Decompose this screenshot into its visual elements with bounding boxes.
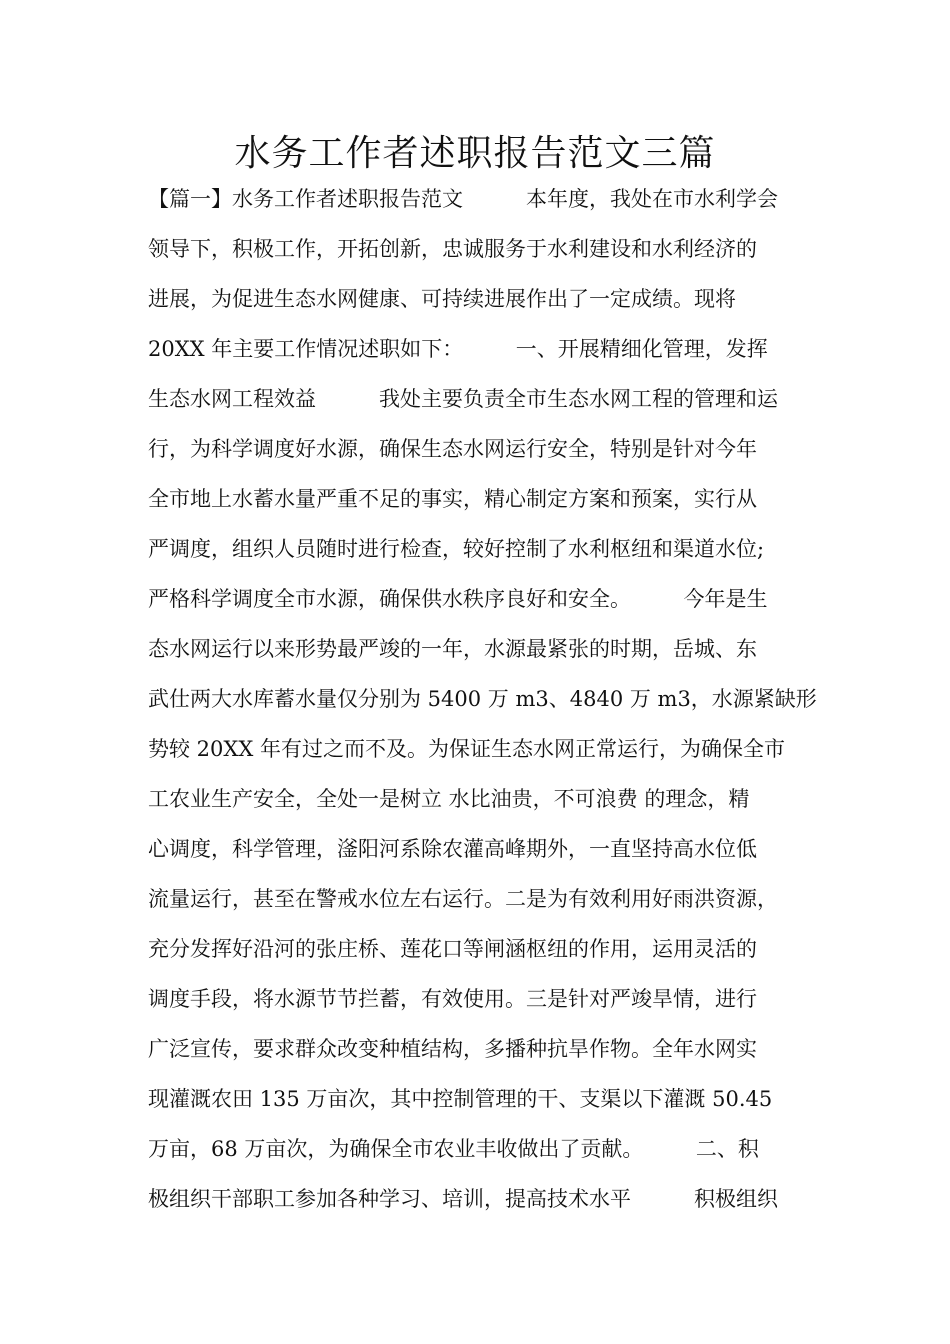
body-text-line-10: 态水网运行以来形势最严竣的一年，水源最紧张的时期，岳城、东 [148,637,757,661]
body-text-line-17: 调度手段，将水源节节拦蓄，有效使用。三是针对严竣旱情，进行 [148,987,757,1011]
body-text-line-21: 极组织干部职工参加各种学习、培训，提高技术水平 积极组织 [148,1187,778,1211]
body-text-line-6: 行，为科学调度好水源，确保生态水网运行安全，特别是针对今年 [148,437,757,461]
body-text-line-15: 流量运行，甚至在警戒水位左右运行。二是为有效利用好雨洪资源， [148,887,778,911]
body-text-line-9: 严格科学调度全市水源，确保供水秩序良好和安全。 今年是生 [148,587,768,611]
body-text-line-4: 20XX 年主要工作情况述职如下： 一、开展精细化管理，发挥 [148,337,768,361]
body-text-line-1: 【篇一】水务工作者述职报告范文 本年度，我处在市水利学会 [148,187,778,211]
body-text-line-19: 现灌溉农田 135 万亩次，其中控制管理的干、支渠以下灌溉 50.45 [148,1087,773,1111]
body-text-line-3: 进展，为促进生态水网健康、可持续进展作出了一定成绩。现将 [148,287,736,311]
body-text-line-13: 工农业生产安全，全处一是树立 水比油贵，不可浪费 的理念，精 [148,787,750,811]
body-text-line-14: 心调度，科学管理，滏阳河系除农灌高峰期外，一直坚持高水位低 [148,837,757,861]
body-text-line-18: 广泛宣传，要求群众改变种植结构，多播种抗旱作物。全年水网实 [148,1037,757,1061]
body-text-line-8: 严调度，组织人员随时进行检查，较好控制了水利枢纽和渠道水位; [148,537,765,561]
body-text-line-16: 充分发挥好沿河的张庄桥、莲花口等闸涵枢纽的作用，运用灵活的 [148,937,757,961]
document-title: 水务工作者述职报告范文三篇 [234,133,716,174]
body-text-line-7: 全市地上水蓄水量严重不足的事实，精心制定方案和预案，实行从 [148,487,757,511]
body-text-line-2: 领导下，积极工作，开拓创新，忠诚服务于水利建设和水利经济的 [148,237,757,261]
body-text-line-12: 势较 20XX 年有过之而不及。为保证生态水网正常运行，为确保全市 [148,737,785,761]
body-text-line-5: 生态水网工程效益 我处主要负责全市生态水网工程的管理和运 [148,387,778,411]
body-text-line-11: 武仕两大水库蓄水量仅分别为 5400 万 m3、4840 万 m3，水源紧缺形 [148,687,817,711]
body-text-line-20: 万亩，68 万亩次，为确保全市农业丰收做出了贡献。 二、积 [148,1137,759,1161]
